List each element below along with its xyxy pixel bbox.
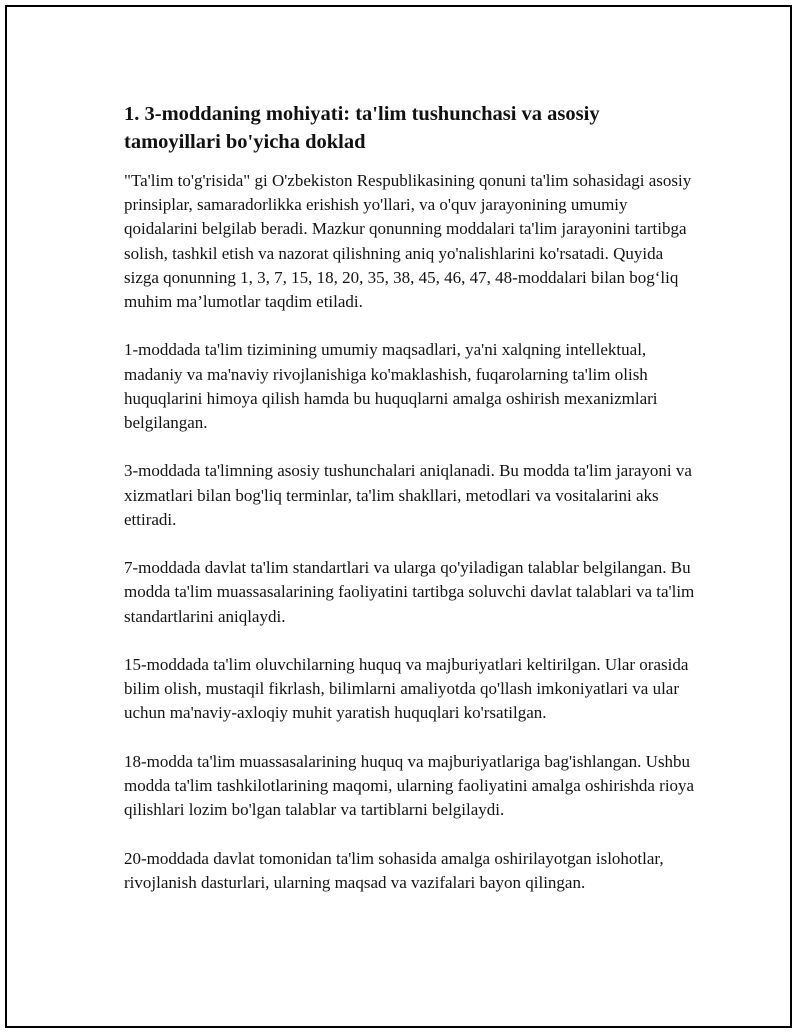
document-body bbox=[124, 100, 699, 919]
paragraph-intro: "Ta'lim to'g'risida" gi O'zbekiston Respublikasining qonuni ta'lim sohasidagi asosiy prinsiplar, samaradorlikka erishish yo'llari, va o'quv jarayonining umumiy qoidalarini belgilab beradi. Mazkur qonunning moddalari ta'lim jarayonini tartibga solish, tashkil etish va nazorat qilishning aniq yo'nalishlarini ko'rsatadi. Quyida sizga qonunning 1, 3, 7, 15, 18, 20, 35, 38, 45, 46, 47, 48-moddalari bilan bog‘liq muhim ma’lumotlar taqdim etiladi. bbox=[124, 171, 692, 312]
paragraph-article-1: 1-moddada ta'lim tizimining umumiy maqsadlari, ya'ni xalqning intellektual, madaniy va ma'naviy rivojlanishiga ko'maklashish, fuqarolarning ta'lim olish huquqlarini himoya qilish hamda bu huquqlarni amalga oshirish mexanizmlari belgilangan. bbox=[124, 340, 658, 433]
paragraph-article-7: 7-moddada davlat ta'lim standartlari va ularga qo'yiladigan talablar belgilangan. Bu modda ta'lim muassasalarining faoliyatini tartibga soluvchi davlat talablari va ta'lim standartlarini aniqlaydi. bbox=[124, 558, 695, 626]
paragraph-article-20: 20-moddada davlat tomonidan ta'lim sohasida amalga oshirilayotgan islohotlar, rivojlanish dasturlari, ularning maqsad va vazifalari bayon qilingan. bbox=[124, 848, 664, 892]
document-title: 1. 3-moddaning mohiyati: ta'lim tushunchasi va asosiy tamoyillari bo'yicha doklad bbox=[124, 103, 600, 153]
paragraph-article-18: 18-modda ta'lim muassasalarining huquq va majburiyatlariga bag'ishlangan. Ushbu modda ta'lim tashkilotlarining maqomi, ularning faoliyatini amalga oshirishda rioya qilishlari lozim bo'lgan talablar va tartiblarni belgilaydi. bbox=[124, 751, 695, 820]
paragraph-article-3: 3-moddada ta'limning asosiy tushunchalari aniqlanadi. Bu modda ta'lim jarayoni va xizmatlari bilan bog'liq terminlar, ta'lim shakllari, metodlari va vositalarini aks ettiradi. bbox=[124, 461, 692, 529]
page-frame bbox=[5, 5, 792, 1028]
paragraph-article-15: 15-moddada ta'lim oluvchilarning huquq va majburiyatlari keltirilgan. Ular orasida bilim olish, mustaqil fikrlash, bilimlarni amaliyotda qo'llash imkoniyatlari va ular uchun ma'naviy-axloqiy muhit yaratish huquqlari ko'rsatilgan. bbox=[124, 655, 689, 723]
